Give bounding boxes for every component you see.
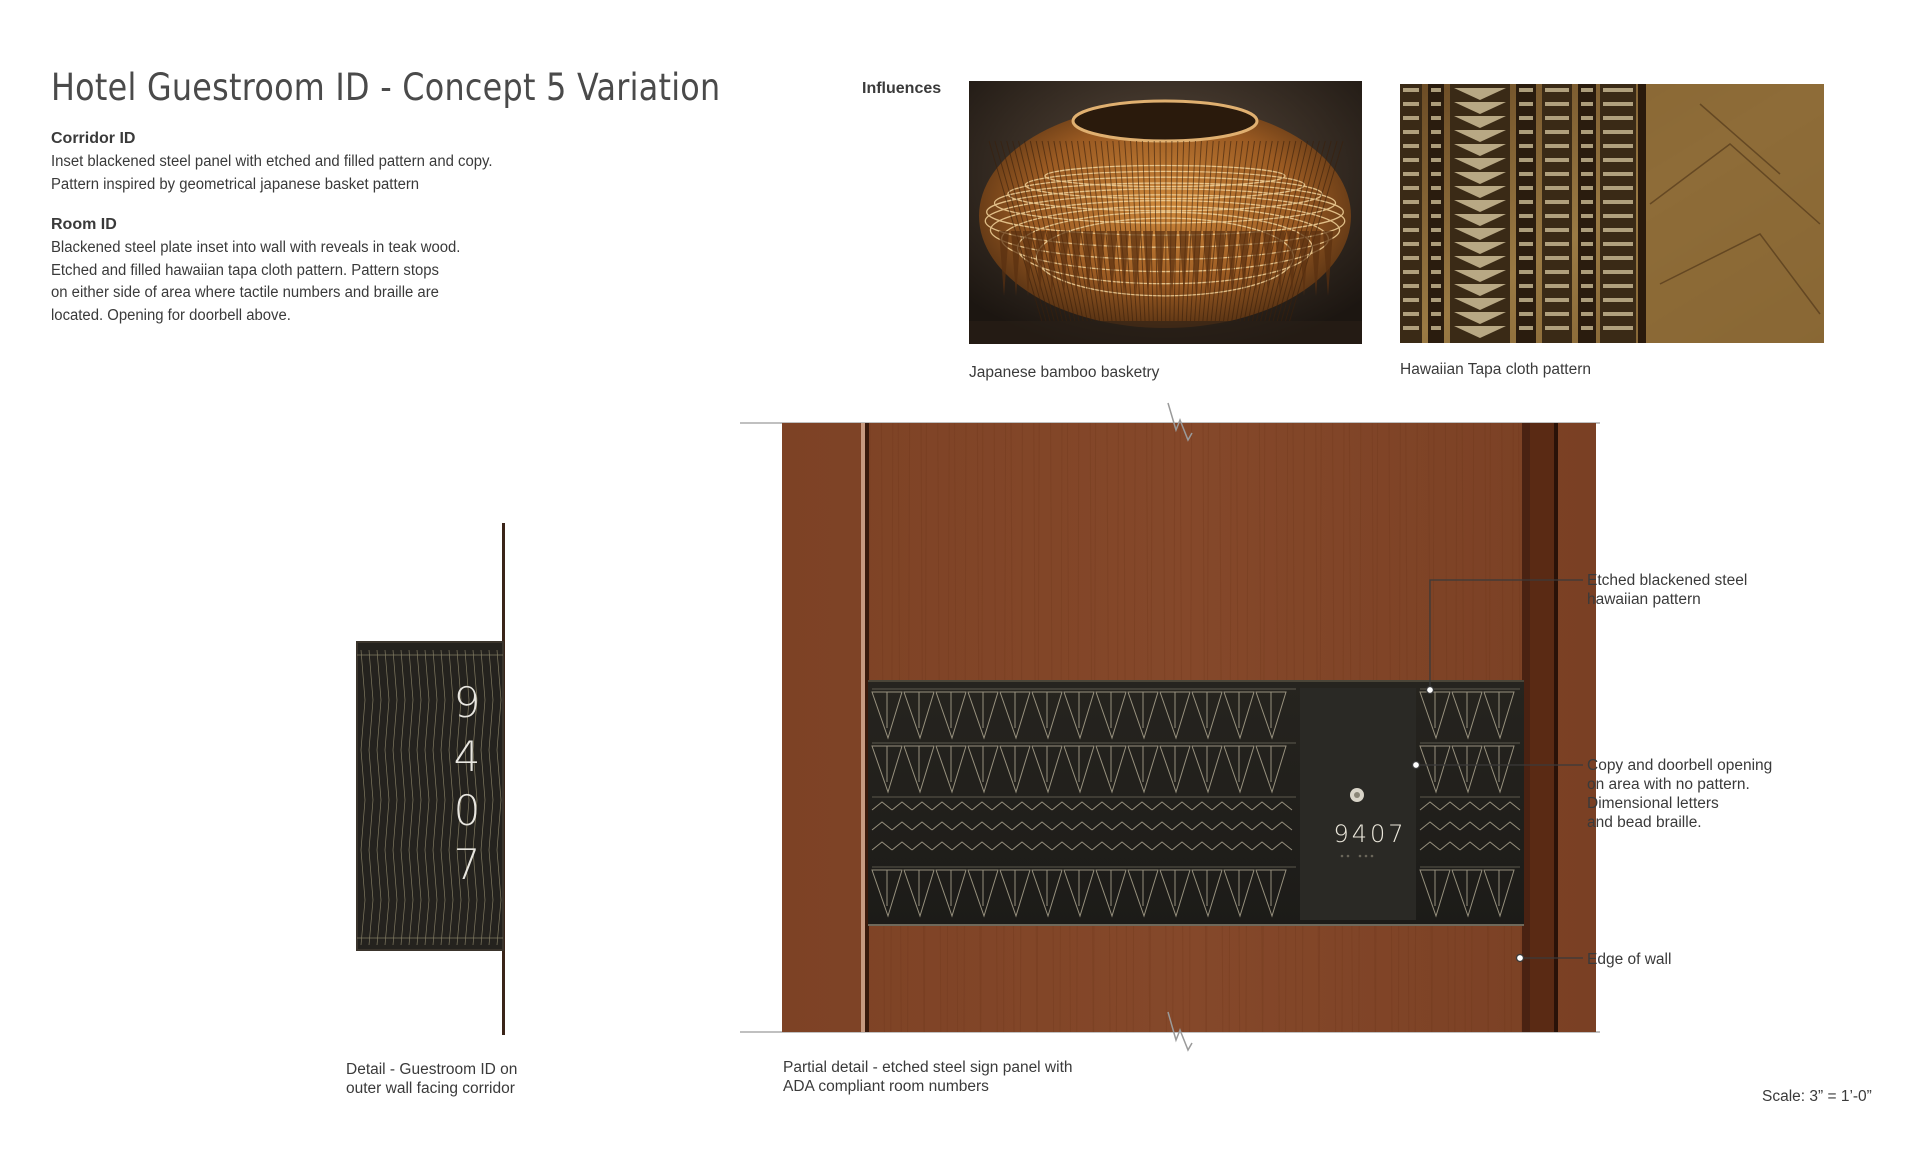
side-caption-line: outer wall facing corridor: [346, 1080, 515, 1097]
callout-line: Dimensional letters: [1587, 795, 1719, 812]
room-id-heading: Room ID: [51, 216, 117, 233]
callout-line: Copy and doorbell opening: [1587, 757, 1773, 774]
influences-label: Influences: [862, 80, 942, 97]
callout-etched-steel: [1587, 571, 1747, 609]
callout-line: hawaiian pattern: [1587, 591, 1701, 608]
callout-line: Etched blackened steel: [1587, 572, 1748, 589]
partial-caption-line: Partial detail - etched steel sign panel with: [783, 1059, 1073, 1076]
room-line: Etched and filled hawaiian tapa cloth pattern. Pattern stops: [51, 261, 439, 279]
side-room-number: [447, 676, 487, 896]
partial-caption-line: ADA compliant room numbers: [783, 1078, 989, 1095]
room-line: Blackened steel plate inset into wall with reveals in teak wood.: [51, 239, 461, 256]
bamboo-caption: Japanese bamboo basketry: [969, 364, 1160, 381]
corridor-id-heading: Corridor ID: [51, 130, 136, 147]
side-detail-caption: [346, 1060, 517, 1098]
callout-line: on area with no pattern.: [1587, 776, 1750, 793]
side-caption-line: Detail - Guestroom ID on: [346, 1061, 518, 1078]
room-line: on either side of area where tactile numbers and braille are: [51, 284, 439, 301]
callout-edge-of-wall: [1587, 950, 1671, 969]
callout-line: and bead braille.: [1587, 814, 1702, 831]
side-detail-drawing: [355, 520, 515, 1040]
tapa-caption: Hawaiian Tapa cloth pattern: [1400, 361, 1592, 378]
side-digit: 4: [453, 732, 481, 781]
side-digit: 7: [453, 840, 481, 889]
side-digit: 9: [453, 678, 481, 727]
callout-copy-doorbell: [1587, 756, 1772, 832]
panel-room-number: 9407: [1333, 820, 1407, 848]
room-line: located. Opening for doorbell above.: [51, 306, 291, 324]
bamboo-basket-photo: [969, 81, 1362, 344]
tapa-cloth-photo: [1400, 84, 1824, 343]
scale-label: Scale: 3” = 1’-0”: [1762, 1088, 1872, 1105]
partial-detail-caption: [783, 1058, 1073, 1096]
corridor-line: Inset blackened steel panel with etched and filled pattern and copy.: [51, 153, 493, 170]
page-title: Hotel Guestroom ID - Concept 5 Variation: [51, 66, 721, 109]
callout-line: Edge of wall: [1587, 951, 1672, 968]
room-id-description: [51, 237, 460, 327]
side-digit: 0: [453, 786, 481, 835]
corridor-line: Pattern inspired by geometrical japanese basket pattern: [51, 175, 420, 193]
corridor-id-description: [51, 151, 492, 196]
elevation-drawing: [740, 400, 1600, 1060]
